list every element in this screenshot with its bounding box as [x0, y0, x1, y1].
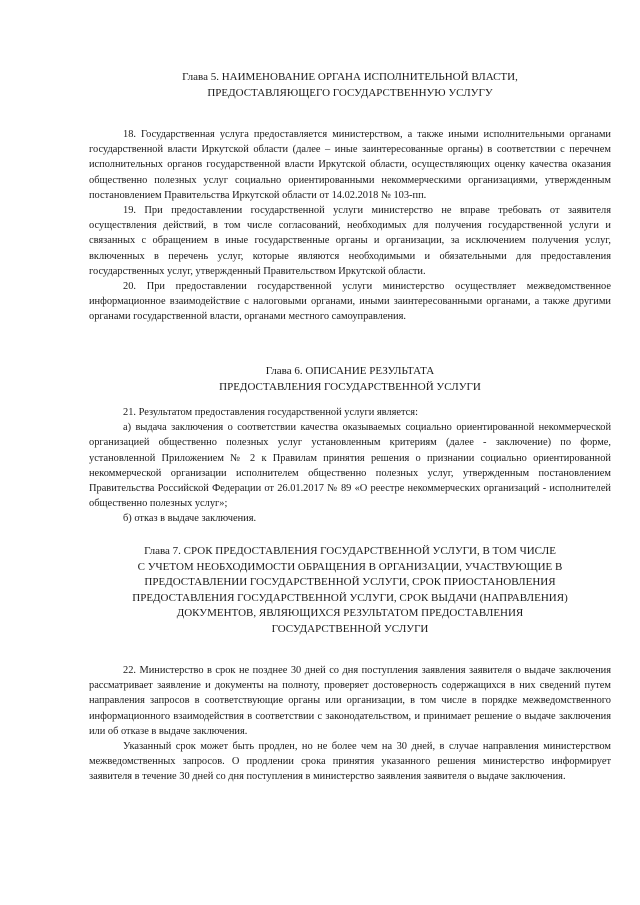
paragraph-22: 22. Министерство в срок не позднее 30 дней со дня поступления заявления заявителя о выдаче заключения рассматривает заявление и документы на полноту, проверяет достоверность содержащихся в них сведений путем направления запросов в соответствующие органы или организации, в том числе в порядке межведомственного информационного взаимодействия в соответствии с законодательством, и принимает решение о выдаче заключения или об отказе в выдаче заключения. — [89, 665, 611, 737]
chapter-7-heading-line: ДОКУМЕНТОВ, ЯВЛЯЮЩИХСЯ РЕЗУЛЬТАТОМ ПРЕДОСТАВЛЕНИЯ — [176, 607, 524, 619]
chapter-6-heading — [89, 364, 611, 395]
paragraph-22-extension: Указанный срок может быть продлен, но не более чем на 30 дней, в случае направления министерством межведомственных запросов. О продлении срока принятия указанного решения министерство информирует заявителя в течение 30 дней со дня поступления в министерство заявления заявителя о выдаче заключения. — [89, 741, 611, 783]
chapter-7-heading-line: Глава 7. СРОК ПРЕДОСТАВЛЕНИЯ ГОСУДАРСТВЕННОЙ УСЛУГИ, В ТОМ ЧИСЛЕ — [144, 545, 556, 557]
chapter-6-heading-line: Глава 6. ОПИСАНИЕ РЕЗУЛЬТАТА — [265, 365, 435, 377]
paragraph-21b: б) отказ в выдаче заключения. — [123, 513, 257, 525]
paragraph-20: 20. При предоставлении государственной услуги министерство осуществляет межведомственное информационное взаимодействие с налоговыми органами, иными заинтересованными органами, а также другими органами государственной власти, органами местного самоуправления. — [89, 281, 611, 323]
paragraph-18: 18. Государственная услуга предоставляется министерством, а также иными исполнительными органами государственной власти Иркутской области (далее – иные заинтересованные органы) в соответствии с перечнем исполнительных органов государственной власти Иркутской области, осуществляющих оценку качества оказания общественно полезных услуг социально ориентированными некоммерческими организациями, утвержденным постановлением Правительства Иркутской области от 14.02.2018 № 103-пп. — [89, 129, 611, 201]
paragraph-21: 21. Результатом предоставления государственной услуги является: — [123, 407, 418, 418]
paragraph-21a: а) выдача заключения о соответствии качества оказываемых социально ориентированной некоммерческой организацией общественно полезных услуг установленным критериям (далее - заключение) по форме, установленной Приложением № 2 к Правилам принятия решения о признании социально ориентированной некоммерческой организации исполнителем общественно полезных услуг, утвержденным постановлением Правительства Российской Федерации от 26.01.2017 № 89 «О реестре некоммерческих организаций - исполнителей общественно полезных услуг»; — [89, 422, 611, 510]
chapter-5-heading-line: ПРЕДОСТАВЛЯЮЩЕГО ГОСУДАРСТВЕННУЮ УСЛУГУ — [207, 86, 493, 99]
chapter-7-heading-line: ПРЕДОСТАВЛЕНИИ ГОСУДАРСТВЕННОЙ УСЛУГИ, СРОК ПРИОСТАНОВЛЕНИЯ — [144, 576, 556, 588]
chapter-5-heading-line: Глава 5. НАИМЕНОВАНИЕ ОРГАНА ИСПОЛНИТЕЛЬНОЙ ВЛАСТИ, — [182, 71, 518, 83]
chapter-7-heading-line: С УЧЕТОМ НЕОБХОДИМОСТИ ОБРАЩЕНИЯ В ОРГАНИЗАЦИИ, УЧАСТВУЮЩИЕ В — [137, 560, 563, 573]
chapter-7-heading-line: ПРЕДОСТАВЛЕНИЯ ГОСУДАРСТВЕННОЙ УСЛУГИ, СРОК ВЫДАЧИ (НАПРАВЛЕНИЯ) — [132, 591, 568, 604]
chapter-7-body — [89, 663, 611, 785]
chapter-5-body — [89, 127, 611, 325]
chapter-5-heading — [89, 70, 611, 101]
paragraph-19: 19. При предоставлении государственной услуги министерство не вправе требовать от заявителя осуществления действий, в том числе согласований, необходимых для получения государственной услуги и связанных с обращением в иные государственные органы и организации, за исключением получения услуг, включенных в перечень услуг, которые являются необходимыми и обязательными для предоставления государственных услуг, утвержденный Правительством Иркутской области. — [89, 205, 611, 277]
chapter-6-body — [89, 405, 611, 527]
chapter-7-heading — [89, 544, 611, 637]
chapter-7-heading-line: ГОСУДАРСТВЕННОЙ УСЛУГИ — [271, 622, 429, 635]
chapter-6-heading-line: ПРЕДОСТАВЛЕНИЯ ГОСУДАРСТВЕННОЙ УСЛУГИ — [219, 380, 481, 393]
